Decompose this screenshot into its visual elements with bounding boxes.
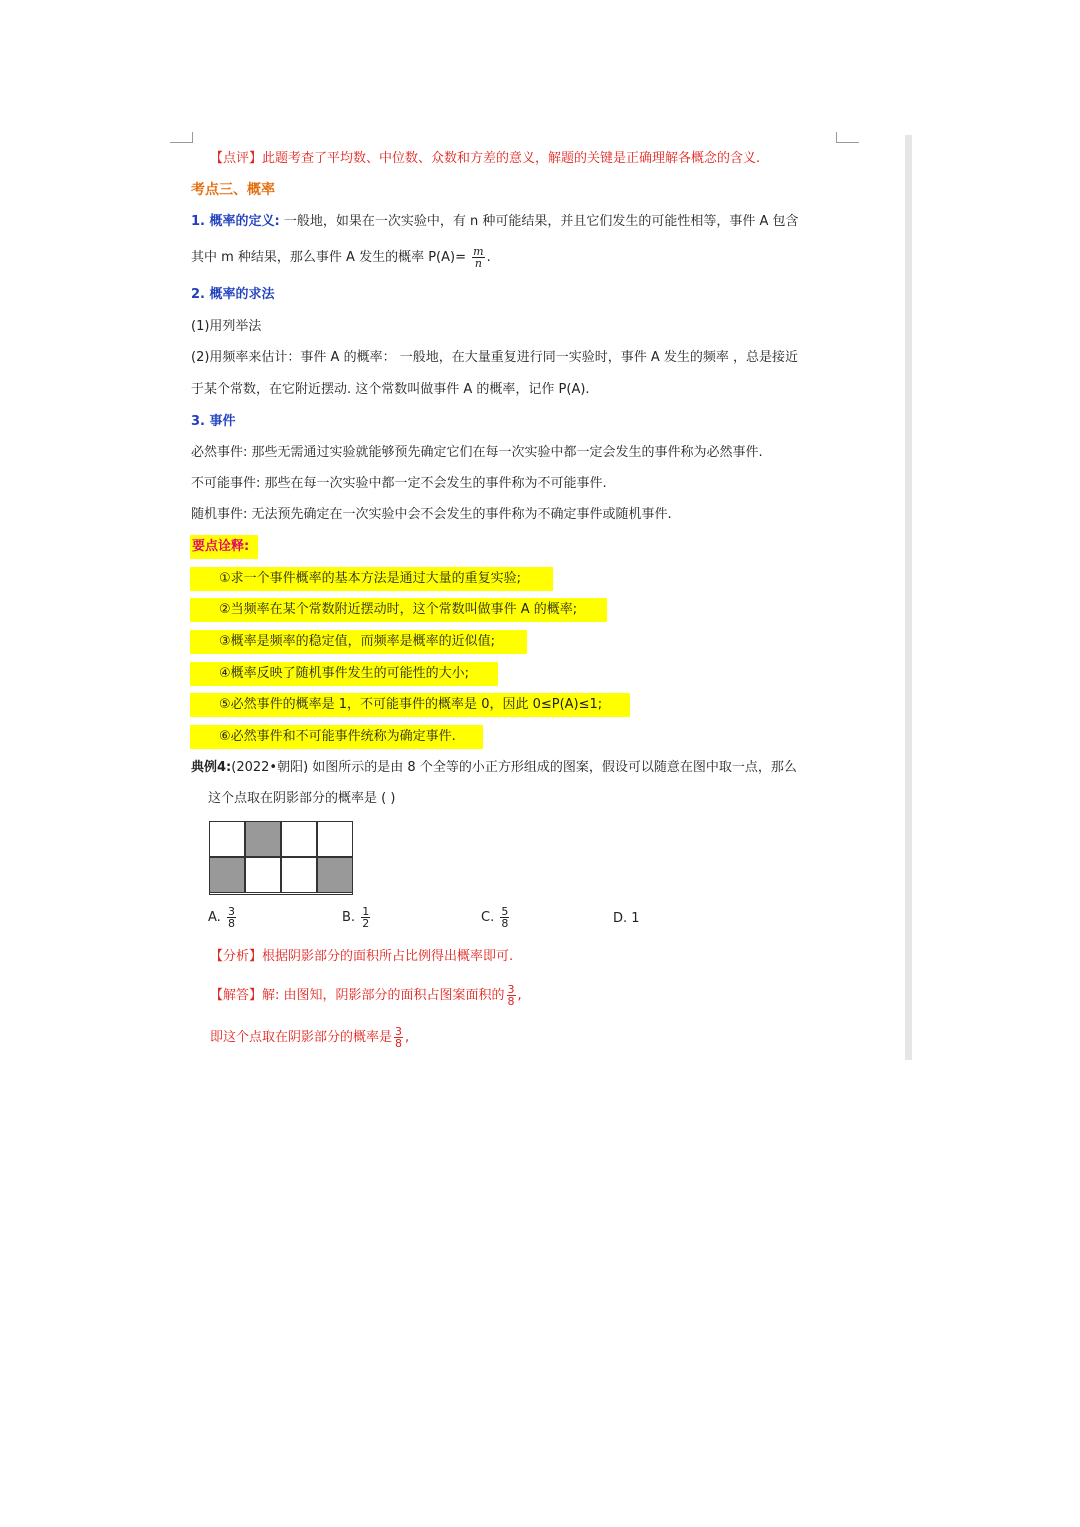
fraction-denominator: 8 (501, 917, 509, 930)
key-point-item: ①求一个事件概率的基本方法是通过大量的重复实验; (190, 567, 553, 591)
squares-figure (209, 821, 353, 895)
comment-tag: 【点评】 (210, 151, 263, 166)
grid-cell (281, 821, 317, 857)
fraction-denominator: 8 (395, 1037, 403, 1050)
solution-line (210, 984, 522, 1007)
solution-end: , (517, 988, 522, 1003)
option-fraction (227, 906, 236, 929)
option-letter: B. (342, 910, 356, 925)
comment-line (210, 150, 760, 168)
page-corner-mark (170, 132, 193, 143)
key-points-label: 要点诠释: (190, 535, 258, 559)
definition-text-2: 其中 m 种结果，那么事件 A 发生的概率 P(A)= (191, 250, 466, 265)
grid-cell (317, 821, 353, 857)
fraction-denominator: 8 (507, 995, 515, 1008)
events-label: 3. 事件 (191, 414, 236, 429)
example-line-2: 这个点取在阴影部分的概率是 ( ) (208, 791, 396, 806)
section-title: 考点三、概率 (191, 182, 275, 198)
grid-cell-shaded (317, 857, 353, 893)
fraction-numerator: 3 (507, 983, 515, 996)
key-point-item: ⑥必然事件和不可能事件统称为确定事件. (190, 725, 483, 749)
analysis-text: 根据阴影部分的面积所占比例得出概率即可. (262, 949, 514, 964)
grid-cell-shaded (209, 857, 245, 893)
option-fraction (500, 906, 509, 929)
definition-text-1: 一般地，如果在一次实验中，有 n 种可能结果，并且它们发生的可能性相等，事件 A 包含 (283, 214, 799, 229)
certain-event-def: 必然事件: 那些无需通过实验就能够预先确定它们在每一次实验中都一定会发生的事件称为必然事件. (191, 445, 763, 460)
grid-cell-shaded (245, 821, 281, 857)
grid-cell (245, 857, 281, 893)
example-text-1: (2022•朝阳) 如图所示的是由 8 个全等的小正方形组成的图案，假设可以随意在图中取一点，那么 (231, 760, 797, 775)
option-fraction (361, 906, 370, 929)
grid-cell (281, 857, 317, 893)
option-c[interactable] (481, 906, 511, 929)
fraction-denominator: 2 (362, 917, 370, 930)
solution-text: 解: 由图知，阴影部分的面积占图案面积的 (262, 988, 505, 1003)
random-event-def: 随机事件: 无法预先确定在一次实验中会不会发生的事件称为不确定事件或随机事件. (191, 507, 672, 522)
fraction-numerator: 3 (395, 1025, 403, 1038)
option-letter: D. (613, 911, 628, 926)
methods-label: 2. 概率的求法 (191, 287, 275, 302)
option-value: 1 (631, 911, 640, 926)
definition-label: 1. 概率的定义: (191, 214, 280, 229)
key-point-item: ③概率是频率的稳定值，而频率是概率的近似值; (190, 630, 527, 654)
definition-end: . (486, 250, 491, 265)
option-letter: A. (208, 910, 221, 925)
analysis-tag: 【分析】 (210, 949, 263, 964)
solution-fraction (507, 984, 516, 1007)
conclusion-fraction (394, 1026, 403, 1049)
definition-line-1 (191, 213, 799, 231)
example-label: 典例4: (191, 760, 232, 775)
page-edge-shadow (905, 135, 912, 1060)
option-b[interactable] (342, 906, 372, 929)
key-point-item: ④概率反映了随机事件发生的可能性的大小; (190, 662, 498, 686)
conclusion-end: , (405, 1030, 410, 1045)
analysis-line (210, 948, 513, 966)
solution-tag: 【解答】 (210, 988, 263, 1003)
grid-cell (209, 821, 245, 857)
fraction-numerator: 3 (227, 905, 235, 918)
page-corner-mark (836, 132, 859, 143)
key-point-item: ⑤必然事件的概率是 1，不可能事件的概率是 0，因此 0≤P(A)≤1; (190, 693, 630, 717)
method-item-2b: 于某个常数，在它附近摆动. 这个常数叫做事件 A 的概率，记作 P(A). (191, 382, 590, 397)
definition-line-2 (191, 246, 491, 269)
option-d[interactable] (613, 911, 640, 926)
method-item-2a: (2)用频率来估计：事件 A 的概率： 一般地，在大量重复进行同一实验时，事件 A 发生的频率 ，总是接近 (191, 350, 798, 365)
option-letter: C. (481, 910, 495, 925)
method-item-1: (1)用列举法 (191, 319, 262, 334)
fraction-numerator: 5 (501, 905, 509, 918)
impossible-event-def: 不可能事件: 那些在每一次实验中都一定不会发生的事件称为不可能事件. (191, 476, 607, 491)
key-point-item: ②当频率在某个常数附近摆动时，这个常数叫做事件 A 的概率; (190, 598, 607, 622)
probability-fraction (472, 246, 484, 269)
example-line-1 (191, 759, 797, 777)
comment-text: 此题考查了平均数、中位数、众数和方差的意义，解题的关键是正确理解各概念的含义. (262, 151, 761, 166)
conclusion-text: 即这个点取在阴影部分的概率是 (210, 1030, 393, 1045)
fraction-numerator: m (473, 245, 484, 258)
fraction-denominator: 8 (227, 917, 235, 930)
fraction-denominator: n (472, 257, 484, 269)
option-a[interactable] (208, 906, 238, 929)
fraction-numerator: 1 (362, 905, 370, 918)
conclusion-line (210, 1026, 409, 1049)
